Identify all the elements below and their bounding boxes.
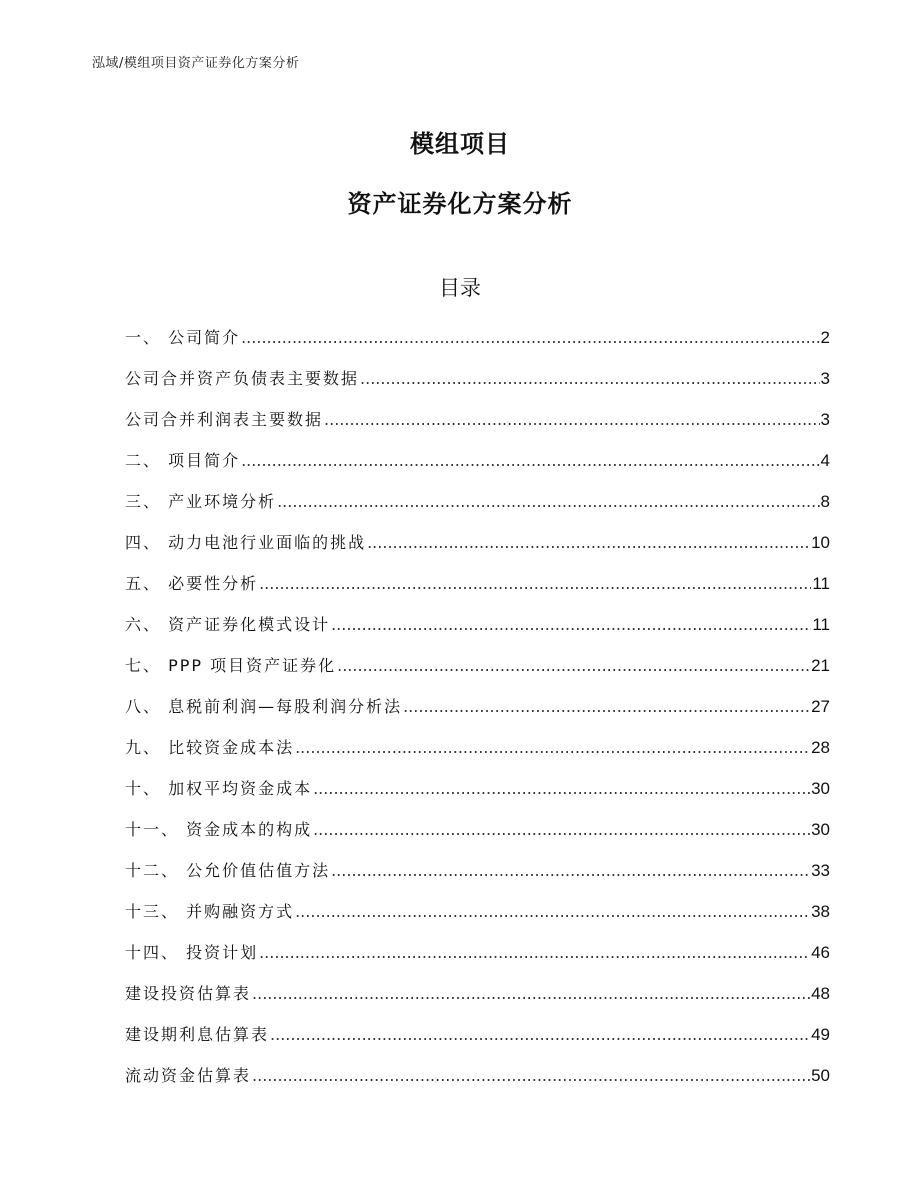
toc-entry-page: 27 <box>811 697 830 716</box>
toc-entry-label: 十一、 资金成本的构成 <box>125 820 313 839</box>
toc-leader-dots <box>403 697 810 716</box>
toc-leader-dots <box>360 369 820 388</box>
toc-entry-label: 建设投资估算表 <box>125 984 252 1003</box>
toc-entry-label: 公司合并利润表主要数据 <box>125 410 324 429</box>
toc-entry-label: 七、 PPP 项目资产证券化 <box>125 656 337 675</box>
toc-leader-dots <box>324 410 820 429</box>
toc-leader-dots <box>241 328 819 347</box>
toc-entry[interactable] <box>125 448 830 489</box>
toc-leader-dots <box>313 779 810 798</box>
toc-leader-dots <box>241 451 819 470</box>
toc-entry-label: 建设期利息估算表 <box>125 1025 270 1044</box>
toc-entry-label: 九、 比较资金成本法 <box>125 738 295 757</box>
toc-entry[interactable] <box>125 1063 830 1104</box>
toc-entry-label: 四、 动力电池行业面临的挑战 <box>125 533 367 552</box>
toc-leader-dots <box>295 902 810 921</box>
toc-entry-page: 3 <box>820 410 830 429</box>
toc-entry-page: 4 <box>820 451 830 470</box>
toc-entry[interactable] <box>125 571 830 612</box>
toc-entry-label: 八、 息税前利润—每股利润分析法 <box>125 697 403 716</box>
toc-entry-page: 30 <box>811 779 830 798</box>
toc-entry-page: 3 <box>820 369 830 388</box>
toc-entry[interactable] <box>125 1022 830 1063</box>
toc-entry[interactable] <box>125 325 830 366</box>
toc-leader-dots <box>331 615 811 634</box>
toc-leader-dots <box>331 861 810 880</box>
toc-entry-page: 46 <box>811 943 830 962</box>
toc-entry[interactable] <box>125 489 830 530</box>
toc-entry-page: 50 <box>811 1066 830 1085</box>
toc-entry[interactable] <box>125 694 830 735</box>
toc-leader-dots <box>295 738 810 757</box>
toc-entry-label: 十四、 投资计划 <box>125 943 259 962</box>
toc-leader-dots <box>252 984 810 1003</box>
toc-entry-page: 21 <box>811 656 830 675</box>
toc-leader-dots <box>367 533 810 552</box>
toc-entry-label: 一、 公司简介 <box>125 328 241 347</box>
toc-entry-page: 38 <box>811 902 830 921</box>
toc-entry-label: 六、 资产证券化模式设计 <box>125 615 331 634</box>
toc-entry-page: 2 <box>820 328 830 347</box>
document-title: 模组项目 <box>410 130 510 158</box>
toc-entry[interactable] <box>125 407 830 448</box>
toc-entry-label: 十三、 并购融资方式 <box>125 902 295 921</box>
toc-entry[interactable] <box>125 653 830 694</box>
toc-entry[interactable] <box>125 735 830 776</box>
toc-entry-label: 五、 必要性分析 <box>125 574 259 593</box>
toc-entry-label: 十二、 公允价值估值方法 <box>125 861 331 880</box>
toc-entry-page: 11 <box>812 615 830 634</box>
toc-leader-dots <box>252 1066 810 1085</box>
toc-leader-dots <box>337 656 810 675</box>
toc-entry-page: 48 <box>811 984 830 1003</box>
toc-entry[interactable] <box>125 940 830 981</box>
toc-leader-dots <box>270 1025 810 1044</box>
toc-entry-label: 公司合并资产负债表主要数据 <box>125 369 360 388</box>
toc-entry[interactable] <box>125 530 830 571</box>
toc-entry-page: 11 <box>812 574 830 593</box>
toc-entry-page: 49 <box>811 1025 830 1044</box>
toc-entry[interactable] <box>125 776 830 817</box>
toc-entry-page: 28 <box>811 738 830 757</box>
toc-entry-label: 二、 项目简介 <box>125 451 241 470</box>
toc-entry-label: 十、 加权平均资金成本 <box>125 779 313 798</box>
toc-entry[interactable] <box>125 981 830 1022</box>
document-subtitle: 资产证券化方案分析 <box>347 190 573 218</box>
toc-entry-label: 三、 产业环境分析 <box>125 492 277 511</box>
toc-leader-dots <box>259 943 810 962</box>
toc-leader-dots <box>259 574 811 593</box>
toc-heading: 目录 <box>439 276 481 300</box>
toc-leader-dots <box>313 820 810 839</box>
toc-entry-page: 33 <box>811 861 830 880</box>
toc-entry[interactable] <box>125 817 830 858</box>
table-of-contents <box>125 325 830 1104</box>
toc-entry[interactable] <box>125 899 830 940</box>
toc-entry[interactable] <box>125 366 830 407</box>
toc-entry-label: 流动资金估算表 <box>125 1066 252 1085</box>
toc-leader-dots <box>277 492 819 511</box>
toc-entry-page: 10 <box>811 533 830 552</box>
toc-entry-page: 8 <box>820 492 830 511</box>
running-header: 泓域/模组项目资产证券化方案分析 <box>92 56 300 71</box>
toc-entry[interactable] <box>125 612 830 653</box>
toc-entry[interactable] <box>125 858 830 899</box>
toc-entry-page: 30 <box>811 820 830 839</box>
